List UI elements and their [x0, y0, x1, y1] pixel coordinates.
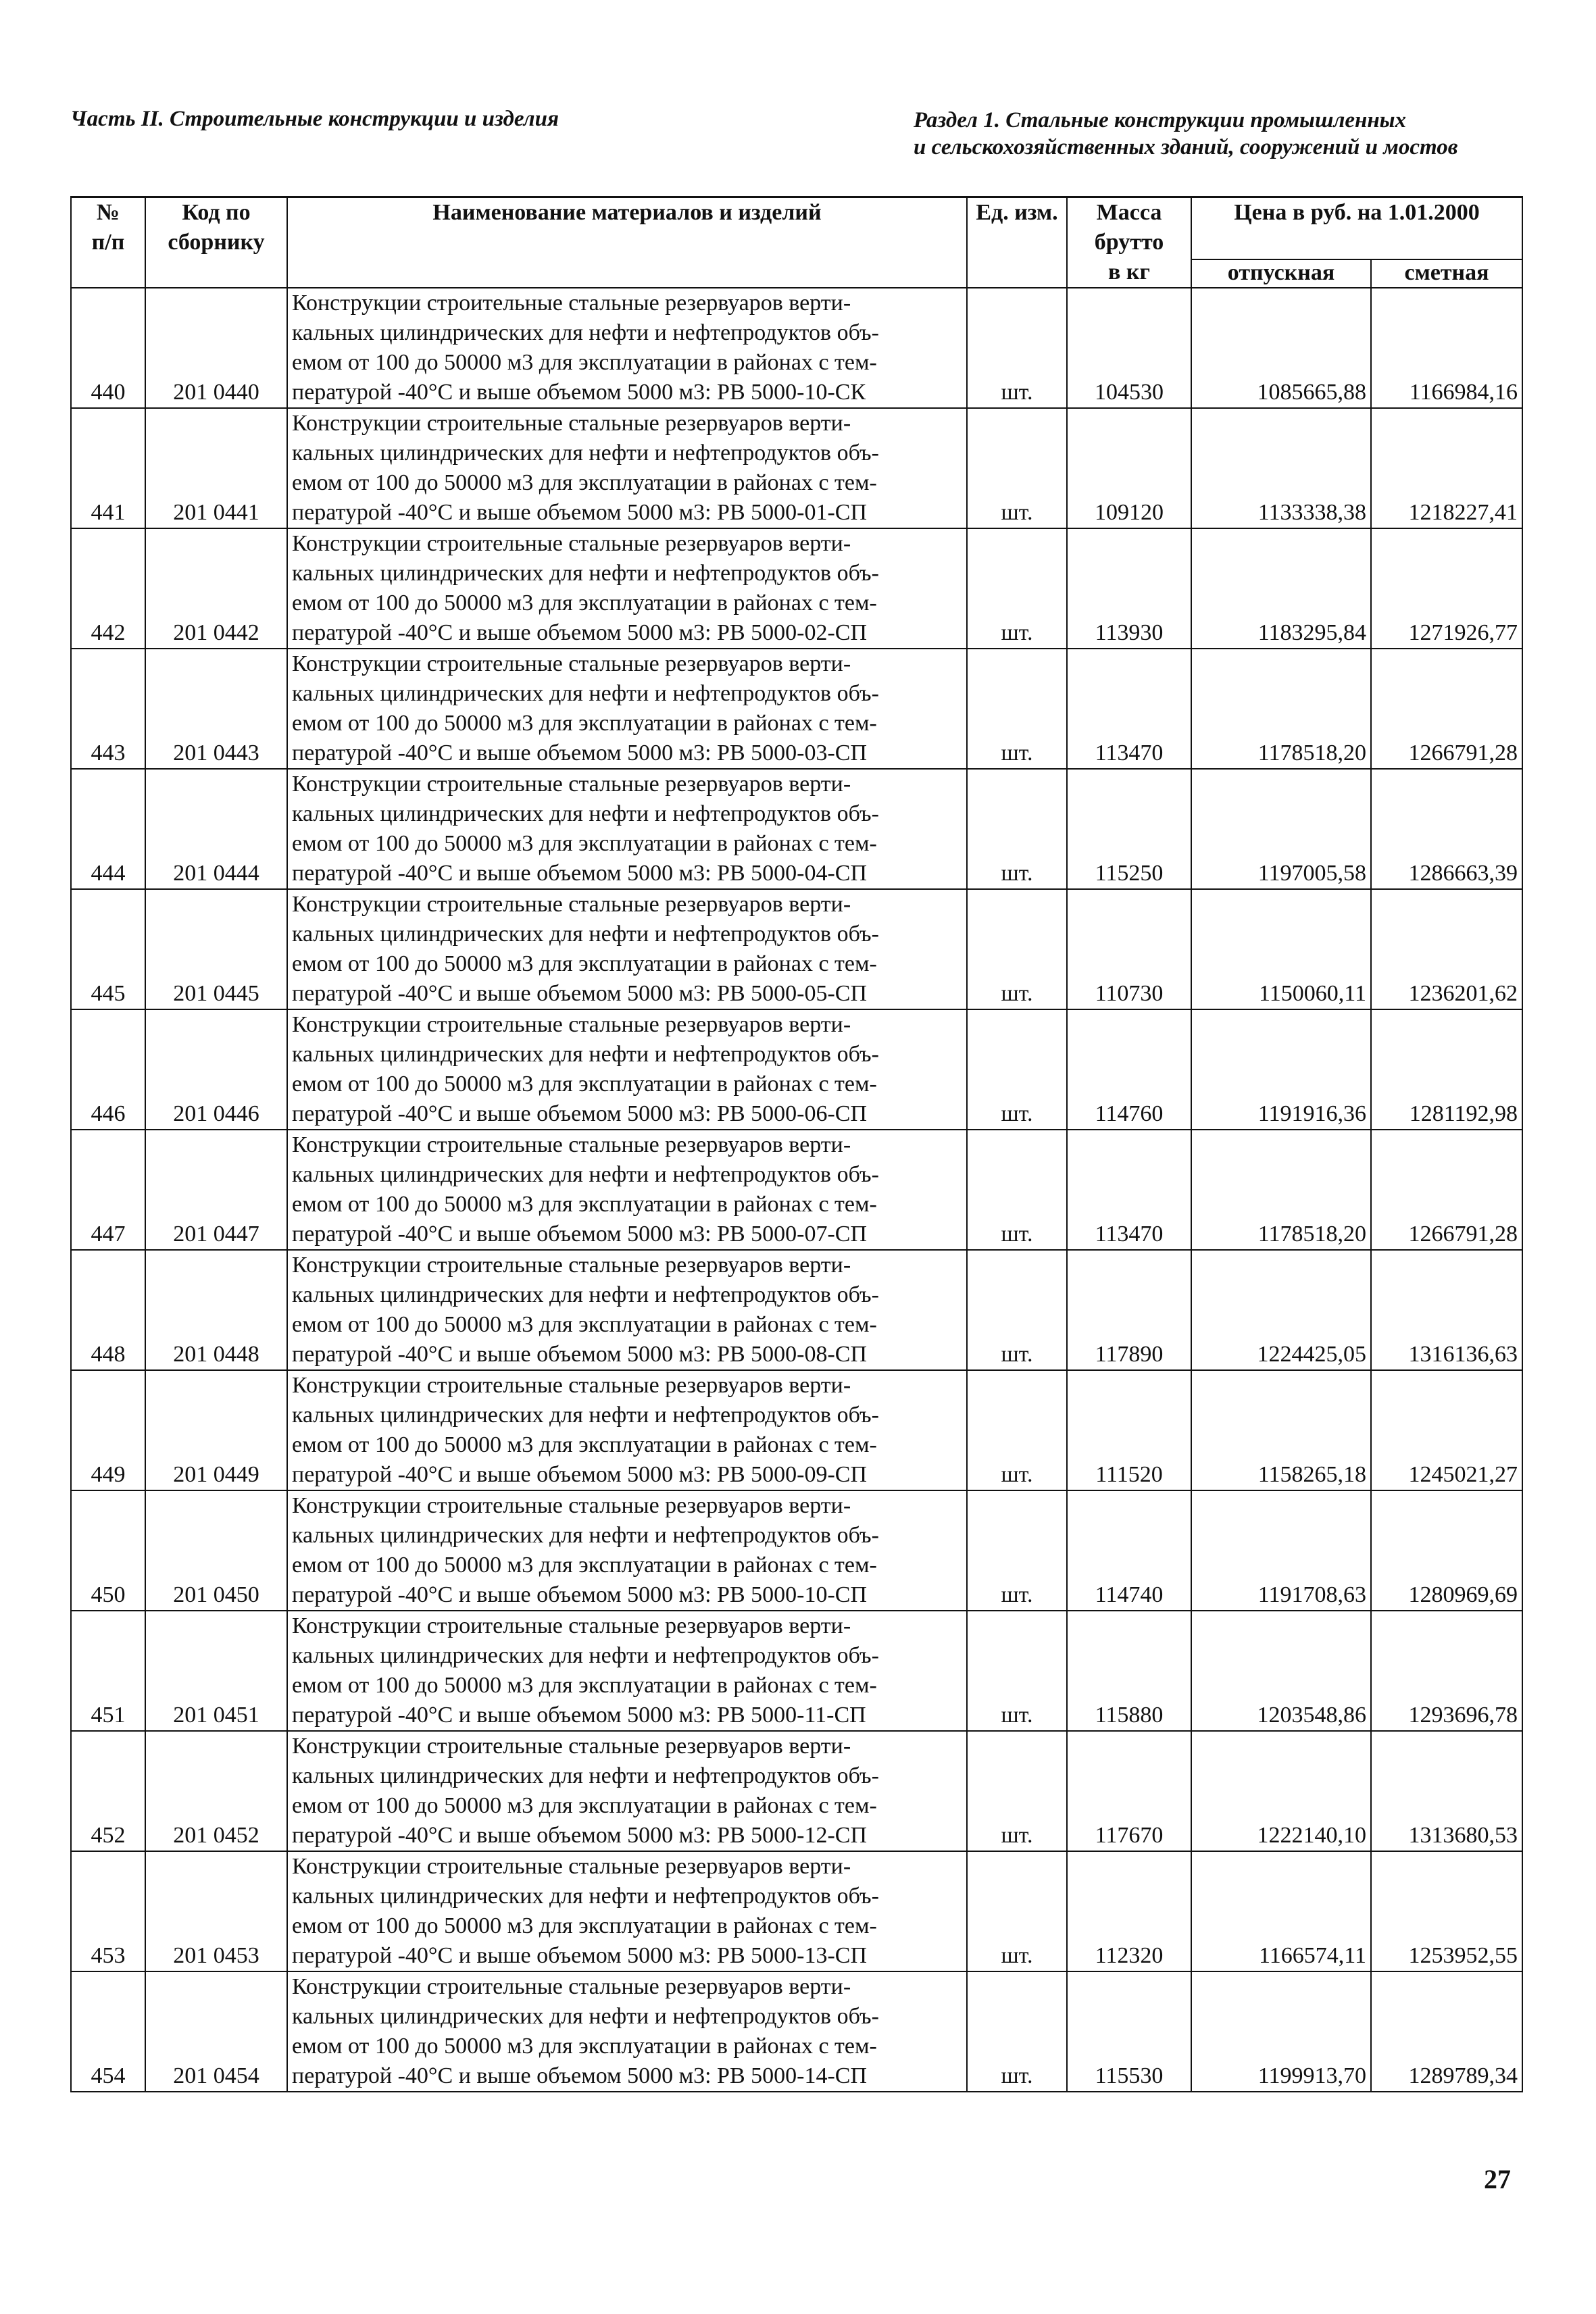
row-code: 201 0452	[145, 1731, 287, 1851]
row-code: 201 0445	[145, 889, 287, 1009]
row-name-line: Конструкции строительные стальные резервуаров верти-	[292, 1253, 851, 1278]
table-row	[71, 769, 1522, 889]
row-name-line: емом от 100 до 50000 м3 для эксплуатации в районах с тем-	[292, 1312, 877, 1337]
col-header-name: Наименование материалов и изделий	[287, 197, 967, 288]
col-header-unit: Ед. изм.	[967, 197, 1067, 288]
row-code: 201 0453	[145, 1851, 287, 1971]
row-name	[287, 1009, 967, 1130]
row-code: 201 0449	[145, 1370, 287, 1490]
row-unit: шт.	[967, 769, 1067, 889]
row-name-line: пературой -40°С и выше объемом 5000 м3: РВ 5000-09-СП	[292, 1462, 867, 1487]
row-name-line: пературой -40°С и выше объемом 5000 м3: РВ 5000-08-СП	[292, 1342, 867, 1367]
row-name-line: пературой -40°С и выше объемом 5000 м3: РВ 5000-12-СП	[292, 1823, 867, 1848]
row-name-line: пературой -40°С и выше объемом 5000 м3: РВ 5000-03-СП	[292, 740, 867, 765]
row-name	[287, 1370, 967, 1490]
row-name-line: Конструкции строительные стальные резервуаров верти-	[292, 411, 851, 436]
section-title-line2: и сельскохозяйственных зданий, сооружений и мостов	[914, 135, 1458, 159]
row-name-line: емом от 100 до 50000 м3 для эксплуатации в районах с тем-	[292, 1913, 877, 1938]
row-name-line: Конструкции строительные стальные резервуаров верти-	[292, 892, 851, 917]
row-name-line: пературой -40°С и выше объемом 5000 м3: РВ 5000-04-СП	[292, 861, 867, 886]
row-name-line: емом от 100 до 50000 м3 для эксплуатации в районах с тем-	[292, 1793, 877, 1818]
row-unit: шт.	[967, 1370, 1067, 1490]
row-name-line: емом от 100 до 50000 м3 для эксплуатации в районах с тем-	[292, 1673, 877, 1698]
row-name	[287, 1731, 967, 1851]
row-number: 441	[71, 408, 145, 528]
row-number: 444	[71, 769, 145, 889]
row-name	[287, 1490, 967, 1611]
row-price-estimate: 1271926,77	[1371, 528, 1522, 649]
table-row	[71, 1130, 1522, 1250]
section-title	[914, 107, 1457, 161]
row-code: 201 0442	[145, 528, 287, 649]
row-name-line: емом от 100 до 50000 м3 для эксплуатации в районах с тем-	[292, 831, 877, 856]
col-header-mass: Масса брутто в кг	[1067, 197, 1191, 288]
row-name-line: пературой -40°С и выше объемом 5000 м3: РВ 5000-14-СП	[292, 2063, 867, 2088]
row-name-line: емом от 100 до 50000 м3 для эксплуатации в районах с тем-	[292, 711, 877, 736]
row-code: 201 0440	[145, 288, 287, 408]
row-price-release: 1203548,86	[1191, 1611, 1371, 1731]
row-name-line: Конструкции строительные стальные резервуаров верти-	[292, 531, 851, 556]
row-number: 448	[71, 1250, 145, 1370]
row-name-line: емом от 100 до 50000 м3 для эксплуатации в районах с тем-	[292, 590, 877, 615]
row-name-line: пературой -40°С и выше объемом 5000 м3: РВ 5000-10-СП	[292, 1582, 867, 1607]
row-price-estimate: 1316136,63	[1371, 1250, 1522, 1370]
row-name	[287, 288, 967, 408]
row-price-release: 1197005,58	[1191, 769, 1371, 889]
col-header-price-release: отпускная	[1191, 259, 1371, 288]
row-mass: 114740	[1067, 1490, 1191, 1611]
row-name-line: кальных цилиндрических для нефти и нефтепродуктов объ-	[292, 1403, 879, 1428]
row-name-line: Конструкции строительные стальные резервуаров верти-	[292, 1734, 851, 1759]
row-price-release: 1133338,38	[1191, 408, 1371, 528]
row-price-release: 1178518,20	[1191, 1130, 1371, 1250]
row-name-line: кальных цилиндрических для нефти и нефтепродуктов объ-	[292, 1643, 879, 1668]
row-unit: шт.	[967, 1731, 1067, 1851]
row-unit: шт.	[967, 1611, 1067, 1731]
row-number: 452	[71, 1731, 145, 1851]
row-price-estimate: 1281192,98	[1371, 1009, 1522, 1130]
row-name	[287, 649, 967, 769]
row-name-line: Конструкции строительные стальные резервуаров верти-	[292, 651, 851, 676]
row-name-line: кальных цилиндрических для нефти и нефтепродуктов объ-	[292, 1042, 879, 1067]
row-mass: 117890	[1067, 1250, 1191, 1370]
table-row	[71, 889, 1522, 1009]
page-number: 27	[1484, 2164, 1511, 2194]
row-name-line: Конструкции строительные стальные резервуаров верти-	[292, 1012, 851, 1037]
row-code: 201 0448	[145, 1250, 287, 1370]
row-name-line: кальных цилиндрических для нефти и нефтепродуктов объ-	[292, 1884, 879, 1909]
row-price-release: 1222140,10	[1191, 1731, 1371, 1851]
row-name-line: емом от 100 до 50000 м3 для эксплуатации в районах с тем-	[292, 1553, 877, 1578]
row-price-estimate: 1236201,62	[1371, 889, 1522, 1009]
table-row	[71, 1370, 1522, 1490]
row-name	[287, 408, 967, 528]
row-price-release: 1178518,20	[1191, 649, 1371, 769]
row-name-line: пературой -40°С и выше объемом 5000 м3: РВ 5000-06-СП	[292, 1101, 867, 1126]
row-unit: шт.	[967, 649, 1067, 769]
row-number: 446	[71, 1009, 145, 1130]
row-mass: 110730	[1067, 889, 1191, 1009]
row-mass: 113470	[1067, 649, 1191, 769]
row-name-line: Конструкции строительные стальные резервуаров верти-	[292, 1854, 851, 1879]
table-row	[71, 1731, 1522, 1851]
row-name	[287, 889, 967, 1009]
table-row	[71, 649, 1522, 769]
row-name-line: кальных цилиндрических для нефти и нефтепродуктов объ-	[292, 681, 879, 706]
row-name-line: Конструкции строительные стальные резервуаров верти-	[292, 1132, 851, 1157]
row-name-line: кальных цилиндрических для нефти и нефтепродуктов объ-	[292, 801, 879, 826]
row-mass: 115530	[1067, 1971, 1191, 2092]
row-price-estimate: 1313680,53	[1371, 1731, 1522, 1851]
row-price-estimate: 1293696,78	[1371, 1611, 1522, 1731]
row-price-release: 1158265,18	[1191, 1370, 1371, 1490]
row-price-estimate: 1253952,55	[1371, 1851, 1522, 1971]
row-price-release: 1183295,84	[1191, 528, 1371, 649]
row-name	[287, 1971, 967, 2092]
row-name-line: емом от 100 до 50000 м3 для эксплуатации в районах с тем-	[292, 1432, 877, 1457]
row-price-release: 1191916,36	[1191, 1009, 1371, 1130]
row-mass: 113930	[1067, 528, 1191, 649]
row-name-line: емом от 100 до 50000 м3 для эксплуатации в районах с тем-	[292, 2034, 877, 2059]
row-name-line: емом от 100 до 50000 м3 для эксплуатации в районах с тем-	[292, 951, 877, 976]
row-number: 453	[71, 1851, 145, 1971]
row-unit: шт.	[967, 1009, 1067, 1130]
row-number: 442	[71, 528, 145, 649]
row-name-line: Конструкции строительные стальные резервуаров верти-	[292, 1493, 851, 1518]
row-name-line: пературой -40°С и выше объемом 5000 м3: РВ 5000-07-СП	[292, 1222, 867, 1247]
row-mass: 115880	[1067, 1611, 1191, 1731]
row-name-line: пературой -40°С и выше объемом 5000 м3: РВ 5000-13-СП	[292, 1943, 867, 1968]
row-name-line: Конструкции строительные стальные резервуаров верти-	[292, 1373, 851, 1398]
row-name-line: Конструкции строительные стальные резервуаров верти-	[292, 1613, 851, 1638]
price-table	[70, 196, 1523, 2092]
row-unit: шт.	[967, 1851, 1067, 1971]
row-name-line: кальных цилиндрических для нефти и нефтепродуктов объ-	[292, 1523, 879, 1548]
row-name	[287, 1851, 967, 1971]
row-name	[287, 1611, 967, 1731]
row-name-line: кальных цилиндрических для нефти и нефтепродуктов объ-	[292, 922, 879, 947]
row-code: 201 0451	[145, 1611, 287, 1731]
row-name-line: емом от 100 до 50000 м3 для эксплуатации в районах с тем-	[292, 350, 877, 375]
row-name-line: кальных цилиндрических для нефти и нефтепродуктов объ-	[292, 320, 879, 345]
row-price-release: 1191708,63	[1191, 1490, 1371, 1611]
row-name-line: кальных цилиндрических для нефти и нефтепродуктов объ-	[292, 1763, 879, 1788]
row-name-line: Конструкции строительные стальные резервуаров верти-	[292, 1974, 851, 1999]
row-mass: 104530	[1067, 288, 1191, 408]
row-code: 201 0441	[145, 408, 287, 528]
table-row	[71, 1009, 1522, 1130]
row-price-estimate: 1286663,39	[1371, 769, 1522, 889]
row-name-line: кальных цилиндрических для нефти и нефтепродуктов объ-	[292, 1162, 879, 1187]
row-unit: шт.	[967, 889, 1067, 1009]
row-price-estimate: 1289789,34	[1371, 1971, 1522, 2092]
row-unit: шт.	[967, 1250, 1067, 1370]
row-name-line: пературой -40°С и выше объемом 5000 м3: РВ 5000-11-СП	[292, 1703, 866, 1728]
row-name-line: емом от 100 до 50000 м3 для эксплуатации в районах с тем-	[292, 470, 877, 495]
row-mass: 112320	[1067, 1851, 1191, 1971]
row-price-release: 1166574,11	[1191, 1851, 1371, 1971]
row-code: 201 0454	[145, 1971, 287, 2092]
row-unit: шт.	[967, 1490, 1067, 1611]
row-name-line: кальных цилиндрических для нефти и нефтепродуктов объ-	[292, 2004, 879, 2029]
row-mass: 109120	[1067, 408, 1191, 528]
table-row	[71, 1250, 1522, 1370]
table-row	[71, 1851, 1522, 1971]
row-name-line: емом от 100 до 50000 м3 для эксплуатации в районах с тем-	[292, 1192, 877, 1217]
row-number: 451	[71, 1611, 145, 1731]
row-mass: 114760	[1067, 1009, 1191, 1130]
row-name-line: Конструкции строительные стальные резервуаров верти-	[292, 291, 851, 316]
row-name-line: Конструкции строительные стальные резервуаров верти-	[292, 772, 851, 797]
row-number: 450	[71, 1490, 145, 1611]
row-unit: шт.	[967, 288, 1067, 408]
row-name	[287, 769, 967, 889]
row-name-line: емом от 100 до 50000 м3 для эксплуатации в районах с тем-	[292, 1072, 877, 1097]
row-price-estimate: 1266791,28	[1371, 1130, 1522, 1250]
row-name-line: кальных цилиндрических для нефти и нефтепродуктов объ-	[292, 441, 879, 466]
row-name-line: пературой -40°С и выше объемом 5000 м3: РВ 5000-01-СП	[292, 500, 867, 525]
row-price-estimate: 1245021,27	[1371, 1370, 1522, 1490]
table-row	[71, 528, 1522, 649]
row-price-estimate: 1166984,16	[1371, 288, 1522, 408]
row-number: 447	[71, 1130, 145, 1250]
row-code: 201 0447	[145, 1130, 287, 1250]
row-number: 440	[71, 288, 145, 408]
row-name-line: пературой -40°С и выше объемом 5000 м3: РВ 5000-02-СП	[292, 620, 867, 645]
row-name-line: кальных цилиндрических для нефти и нефтепродуктов объ-	[292, 561, 879, 586]
table-row	[71, 1490, 1522, 1611]
part-title: Часть II. Строительные конструкции и изделия	[70, 107, 559, 131]
table-row	[71, 1971, 1522, 2092]
row-number: 454	[71, 1971, 145, 2092]
row-name-line: кальных цилиндрических для нефти и нефтепродуктов объ-	[292, 1282, 879, 1307]
row-price-release: 1199913,70	[1191, 1971, 1371, 2092]
row-unit: шт.	[967, 1130, 1067, 1250]
row-number: 443	[71, 649, 145, 769]
col-header-num: № п/п	[71, 197, 145, 288]
row-number: 445	[71, 889, 145, 1009]
row-mass: 115250	[1067, 769, 1191, 889]
row-price-release: 1224425,05	[1191, 1250, 1371, 1370]
row-price-release: 1150060,11	[1191, 889, 1371, 1009]
row-name	[287, 528, 967, 649]
row-price-estimate: 1266791,28	[1371, 649, 1522, 769]
row-number: 449	[71, 1370, 145, 1490]
col-header-code: Код по сборнику	[145, 197, 287, 288]
table-row	[71, 288, 1522, 408]
row-name	[287, 1130, 967, 1250]
col-header-price-estimate: сметная	[1371, 259, 1522, 288]
row-mass: 113470	[1067, 1130, 1191, 1250]
row-name-line: пературой -40°С и выше объемом 5000 м3: РВ 5000-10-СК	[292, 380, 866, 405]
row-mass: 111520	[1067, 1370, 1191, 1490]
row-price-estimate: 1280969,69	[1371, 1490, 1522, 1611]
row-unit: шт.	[967, 408, 1067, 528]
row-unit: шт.	[967, 528, 1067, 649]
row-code: 201 0443	[145, 649, 287, 769]
row-code: 201 0444	[145, 769, 287, 889]
section-title-line1: Раздел 1. Стальные конструкции промышленных	[914, 108, 1407, 132]
table-row	[71, 408, 1522, 528]
row-name	[287, 1250, 967, 1370]
row-unit: шт.	[967, 1971, 1067, 2092]
row-name-line: пературой -40°С и выше объемом 5000 м3: РВ 5000-05-СП	[292, 981, 867, 1006]
col-header-price: Цена в руб. на 1.01.2000	[1191, 197, 1522, 260]
row-mass: 117670	[1067, 1731, 1191, 1851]
table-row	[71, 1611, 1522, 1731]
row-price-release: 1085665,88	[1191, 288, 1371, 408]
row-price-estimate: 1218227,41	[1371, 408, 1522, 528]
row-code: 201 0446	[145, 1009, 287, 1130]
row-code: 201 0450	[145, 1490, 287, 1611]
